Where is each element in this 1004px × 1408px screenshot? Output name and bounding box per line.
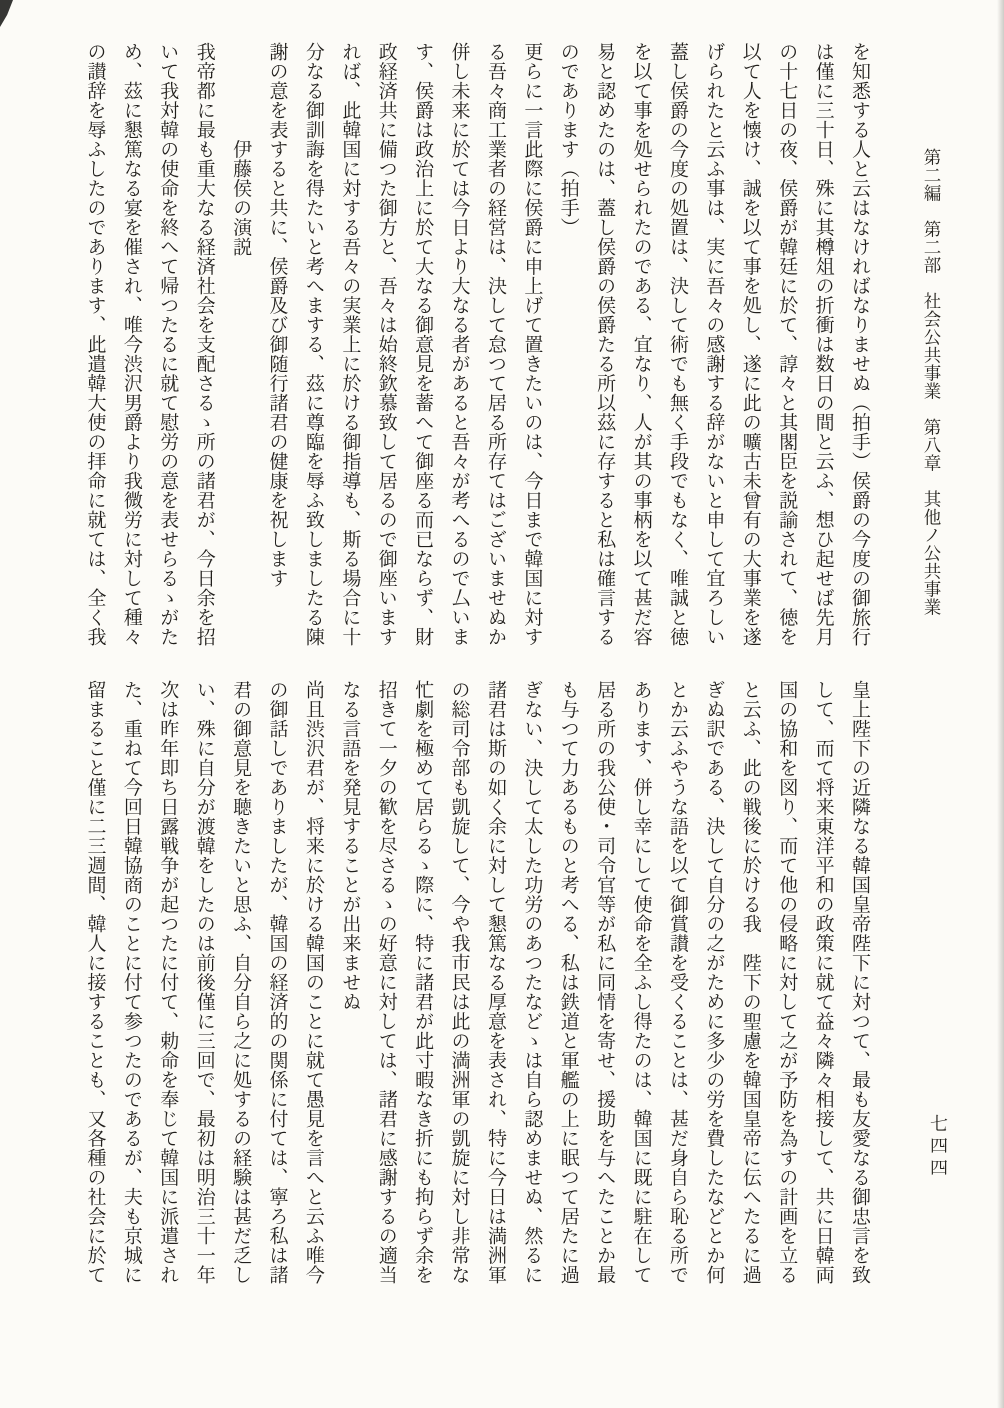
text-column: ぎない、決して太した功労のあつたなどゝは自ら認めませぬ、然るに [521,680,544,1285]
text-column: 更らに一言此際に侯爵に申上げて置きたいのは、今日まで韓国に対す [521,42,544,647]
text-column: 招きて一夕の歓を尽さるゝの好意に対しては、諸君に感謝するの適当 [375,680,398,1285]
text-column: 尚且渋沢君が、将来に於ける韓国のことに就て愚見を言へと云ふ唯今 [302,680,325,1285]
text-column: い、殊に自分が渡韓をしたのは前後僅に三回で、最初は明治三十一年 [193,680,216,1285]
page-number: 七四四 [927,1114,948,1180]
text-column: 謝の意を表すると共に、侯爵及び御随行諸君の健康を祝します [266,42,289,588]
text-column: あります、併し幸にして使命を全ふし得たのは、韓国に既に駐在して [630,680,653,1285]
text-column: た、重ねて今回日韓協商のことに付て参つたのであるが、夫も京城に [120,680,143,1285]
text-column: 皇上陛下の近隣なる韓国皇帝陛下に対つて、最も友愛なる御忠言を致 [849,680,871,1285]
text-column: 君の御意見を聴きたいと思ふ、自分自ら之に処するの経験は甚だ乏し [230,680,253,1285]
text-column: 我帝都に最も重大なる経済社会を支配さるゝ所の諸君が、今日余を招 [193,42,216,647]
running-header: 第二編 第二部 社会公共事業 第八章 其他ノ公共事業 [921,148,941,616]
text-column: の御話しでありましたが、韓国の経済的の関係に付ては、寧ろ私は諸 [266,680,289,1285]
text-column: の讃辞を辱ふしたのであります、此遣韓大使の拝命に就ては、全く我 [84,42,107,647]
text-column: と云ふ、此の戦後に於ける我 陛下の聖慮を韓国皇帝に伝へたるに過 [739,680,762,1285]
text-column: を知悉する人と云はなければなりませぬ（拍手）侯爵の今度の御旅行 [849,42,871,647]
ito-speech-block [77,680,878,1306]
text-column: のであります（拍手） [557,42,580,237]
text-column: を以て事を処せられたのである、宜なり、人が其の事柄を以て甚だ容 [630,42,653,647]
text-column: なる言語を発見することが出来ませぬ [339,680,362,1012]
text-column: 分なる御訓誨を得たいと考へまする、茲に尊臨を辱ふ致しましたる陳 [302,42,325,647]
text-column: 併し未来に於ては今日より大なる者があると吾々が考へるので厶いま [448,42,471,647]
text-column: も与つて力あるものと考へる、私は鉄道と軍艦の上に眠つて居たに過 [557,680,580,1285]
text-column: る吾々商工業者の経営は、決して怠つて居る所存てはございませぬか [484,42,507,647]
text-column: す、侯爵は政治上に於て大なる御意見を蓄へて御座る而已ならず、財 [412,42,435,647]
text-column: め、茲に懇篤なる宴を催され、唯今渋沢男爵より我微労に対して種々 [120,42,143,647]
text-column: の総司令部も凱旋して、今や我市民は此の満洲軍の凱旋に対し非常な [448,680,471,1285]
text-column: して、而て将来東洋平和の政策に就て益々隣々相接して、共に日韓両 [812,680,835,1285]
text-column: の十七日の夜、侯爵が韓廷に於て、諄々と其閣臣を説諭されて、徳を [776,42,799,647]
text-column: は僅に三十日、殊に其樽俎の折衝は数日の間と云ふ、想ひ起せば先月 [812,42,835,647]
text-column: 留まること僅に二三週間、韓人に接することも、又各種の社会に於て [84,680,107,1285]
text-column: 居る所の我公使・司令官等が私に同情を寄せ、援助を与へたことか最 [594,680,617,1285]
text-column: 易と認めたのは、蓋し侯爵の侯爵たる所以茲に存すると私は確言する [594,42,617,647]
text-column: 忙劇を極めて居らるゝ際に、特に諸君が此寸暇なき折にも拘らず余を [412,680,435,1285]
text-column: いて我対韓の使命を終へて帰つたるに就て慰労の意を表せらるゝがた [157,42,180,647]
text-column: 次は昨年即ち日露戦争が起つたに付て、勅命を奉じて韓国に派遣され [157,680,180,1285]
scan-edge-shadow [997,0,1004,1408]
text-column: 以て人を懐け、誠を以て事を処し、遂に此の曠古未曾有の大事業を遂 [739,42,762,647]
text-column: 蓋し侯爵の今度の処置は、決して術でも無く手段でもなく、唯誠と徳 [666,42,689,647]
text-column: れば、此韓国に対する吾々の実業上に於ける御指導も、斯る場合に十 [339,42,362,647]
text-column: 政経済共に備つた御方と、吾々は始終欽慕致して居るので御座います [375,42,398,647]
text-column: 伊藤侯の演説 [230,42,253,257]
text-column: 国の協和を図り、而て他の侵略に対して之が予防を為すの計画を立る [776,680,799,1285]
text-column: とか云ふやうな語を以て御賞讃を受くることは、甚だ身自ら恥る所で [666,680,689,1285]
scan-corner-artifact [0,0,13,27]
text-column: 諸君は斯の如く余に対して懇篤なる厚意を表され、特に今日は満洲軍 [484,680,507,1285]
text-column: ぎぬ訳である、決して自分の之がために多少の労を費したなどとか何 [703,680,726,1285]
banquet-speech-block [77,42,878,650]
text-column: げられたと云ふ事は、実に吾々の感謝する辞がないと申して宜ろしい [703,42,726,647]
